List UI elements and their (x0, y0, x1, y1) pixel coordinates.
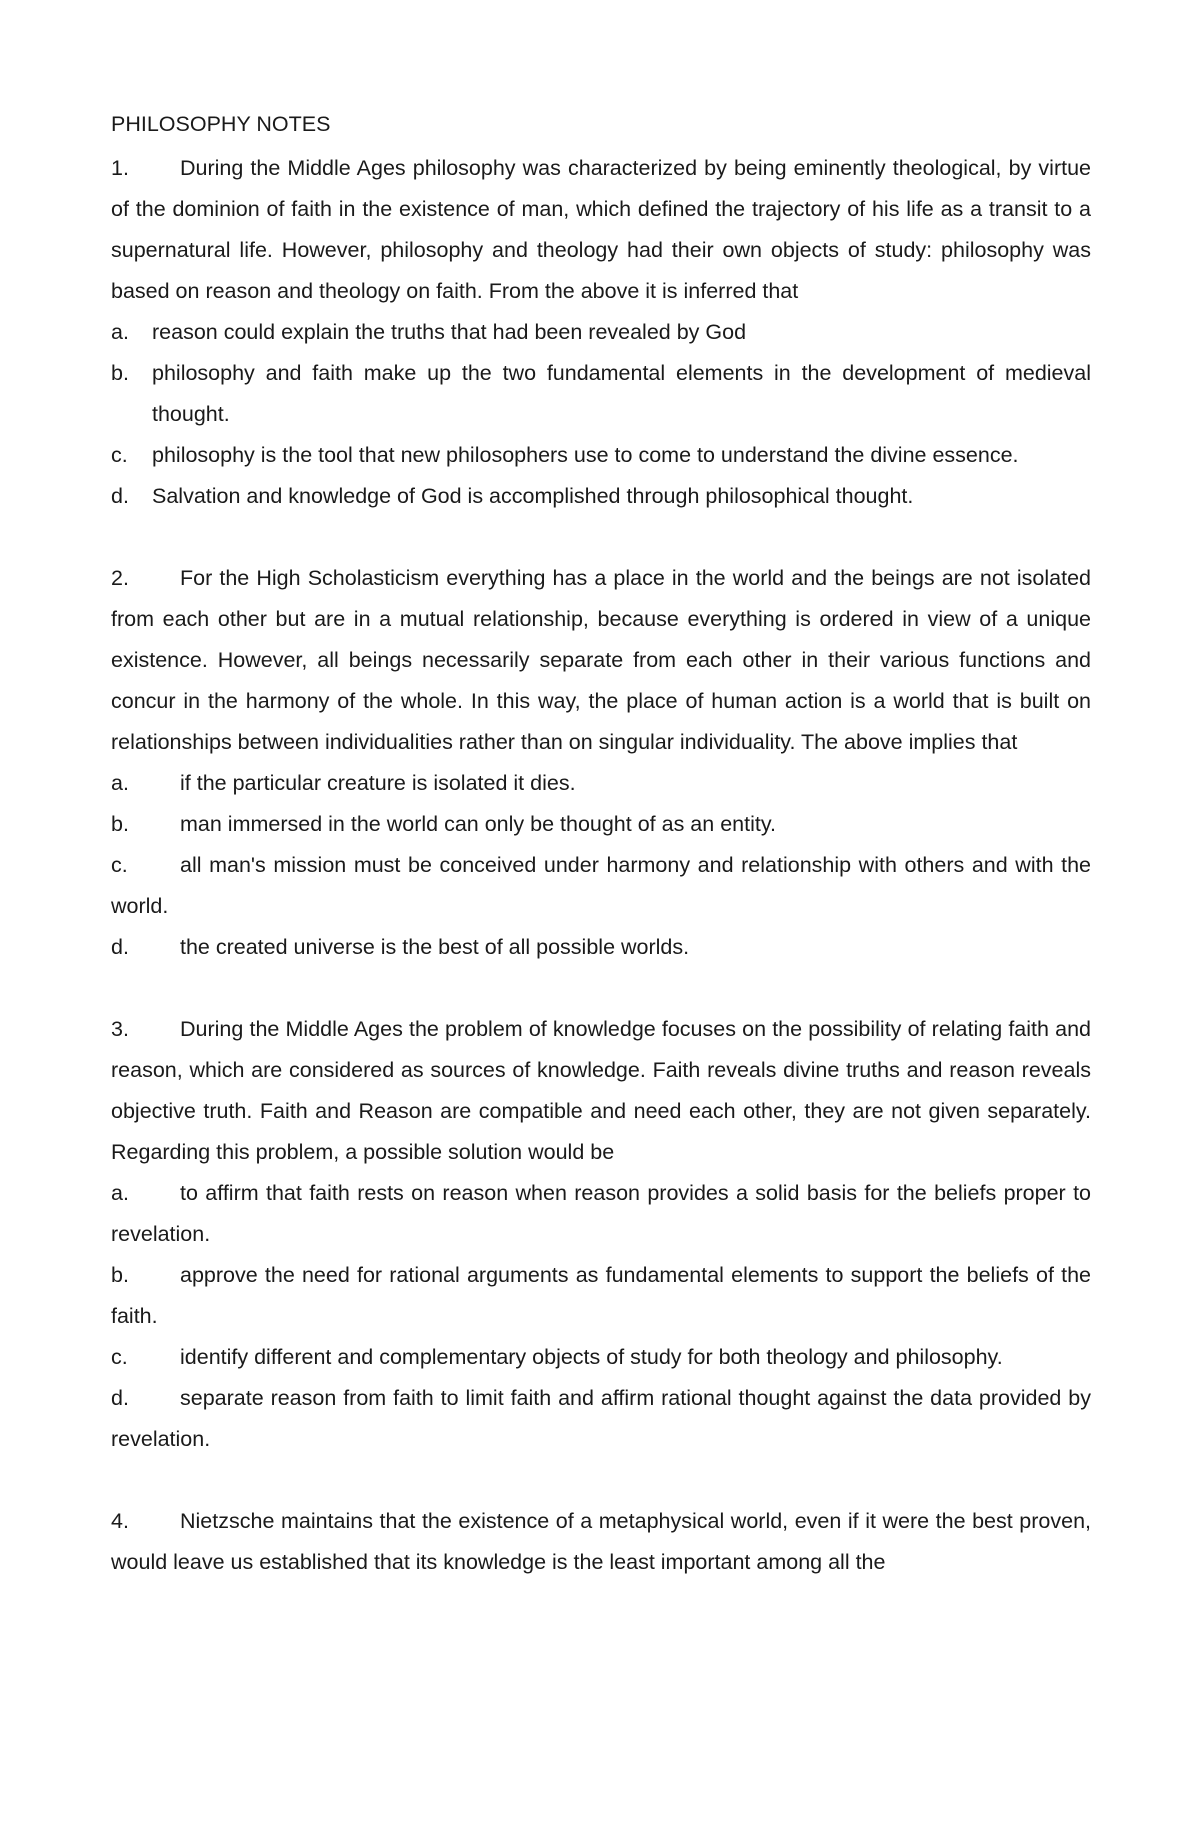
option-letter: c. (111, 443, 128, 467)
option-letter: d. (111, 484, 129, 508)
answer-option-c (111, 845, 1091, 927)
option-text: philosophy is the tool that new philosophers use to come to understand the divine essence. (152, 443, 1019, 467)
option-letter: a. (111, 320, 129, 344)
answer-option-b (111, 804, 1091, 845)
question-text (111, 1501, 1091, 1583)
option-text: Salvation and knowledge of God is accomplished through philosophical thought. (152, 484, 914, 508)
option-letter: a. (111, 1181, 129, 1205)
spacer (111, 968, 1091, 1009)
option-text: to affirm that faith rests on reason when reason provides a solid basis for the beliefs proper to revelation. (111, 1181, 1091, 1246)
answer-option-d (111, 927, 1091, 968)
question-body: During the Middle Ages the problem of knowledge focuses on the possibility of relating faith and reason, which are considered as sources of knowledge. Faith reveals divine truths and reason reveals objective truth. Faith and Reason are compatible and need each other, they are not given separately. Regarding this problem, a possible solution would be (111, 1017, 1091, 1164)
option-letter: a. (111, 771, 129, 795)
option-letter: c. (111, 853, 128, 877)
option-text: separate reason from faith to limit faith and affirm rational thought against the data provided by revelation. (111, 1386, 1091, 1451)
question-4 (111, 1501, 1091, 1583)
option-text: man immersed in the world can only be thought of as an entity. (180, 812, 776, 836)
answer-option-d (111, 1378, 1091, 1460)
question-number: 4. (111, 1509, 129, 1533)
option-letter: b. (111, 361, 129, 385)
option-text: if the particular creature is isolated it dies. (180, 771, 576, 795)
option-text: approve the need for rational arguments as fundamental elements to support the beliefs of the faith. (111, 1263, 1091, 1328)
answer-option-c (111, 1337, 1091, 1378)
option-letter: b. (111, 812, 129, 836)
answer-option-b (111, 1255, 1091, 1337)
question-number: 1. (111, 156, 129, 180)
question-2 (111, 558, 1091, 968)
option-text: reason could explain the truths that had been revealed by God (152, 320, 747, 344)
question-3 (111, 1009, 1091, 1460)
answer-options (111, 1173, 1091, 1460)
answer-option-a (111, 763, 1091, 804)
question-number: 2. (111, 566, 129, 590)
option-text: all man's mission must be conceived under harmony and relationship with others and with the world. (111, 853, 1091, 918)
answer-options (111, 763, 1091, 968)
page-title: PHILOSOPHY NOTES (111, 112, 331, 136)
option-letter: d. (111, 935, 129, 959)
answer-option-b (111, 353, 1091, 435)
option-letter: c. (111, 1345, 128, 1369)
option-letter: b. (111, 1263, 129, 1287)
spacer (111, 1460, 1091, 1501)
question-text (111, 1009, 1091, 1173)
option-text: the created universe is the best of all possible worlds. (180, 935, 690, 959)
question-body: Nietzsche maintains that the existence of a metaphysical world, even if it were the best proven, would leave us established that its knowledge is the least important among all the (111, 1509, 1091, 1574)
answer-option-a (111, 1173, 1091, 1255)
spacer (111, 517, 1091, 558)
answer-option-c (111, 435, 1091, 476)
document-page (111, 104, 1091, 1583)
option-letter: d. (111, 1386, 129, 1410)
answer-option-a (111, 312, 1091, 353)
option-text: identify different and complementary objects of study for both theology and philosophy. (180, 1345, 1003, 1369)
option-text: philosophy and faith make up the two fundamental elements in the development of medieval thought. (152, 361, 1091, 426)
question-number: 3. (111, 1017, 129, 1041)
question-body: During the Middle Ages philosophy was characterized by being eminently theological, by virtue of the dominion of faith in the existence of man, which defined the trajectory of his life as a transit to a supernatural life. However, philosophy and theology had their own objects of study: philosophy was based on reason and theology on faith. From the above it is inferred that (111, 156, 1091, 303)
question-body: For the High Scholasticism everything has a place in the world and the beings are not isolated from each other but are in a mutual relationship, because everything is ordered in view of a unique existence. However, all beings necessarily separate from each other in their various functions and concur in the harmony of the whole. In this way, the place of human action is a world that is built on relationships between individualities rather than on singular individuality. The above implies that (111, 566, 1091, 754)
answer-options (111, 312, 1091, 517)
question-text (111, 558, 1091, 763)
answer-option-d (111, 476, 1091, 517)
question-1 (111, 148, 1091, 517)
question-text (111, 148, 1091, 312)
